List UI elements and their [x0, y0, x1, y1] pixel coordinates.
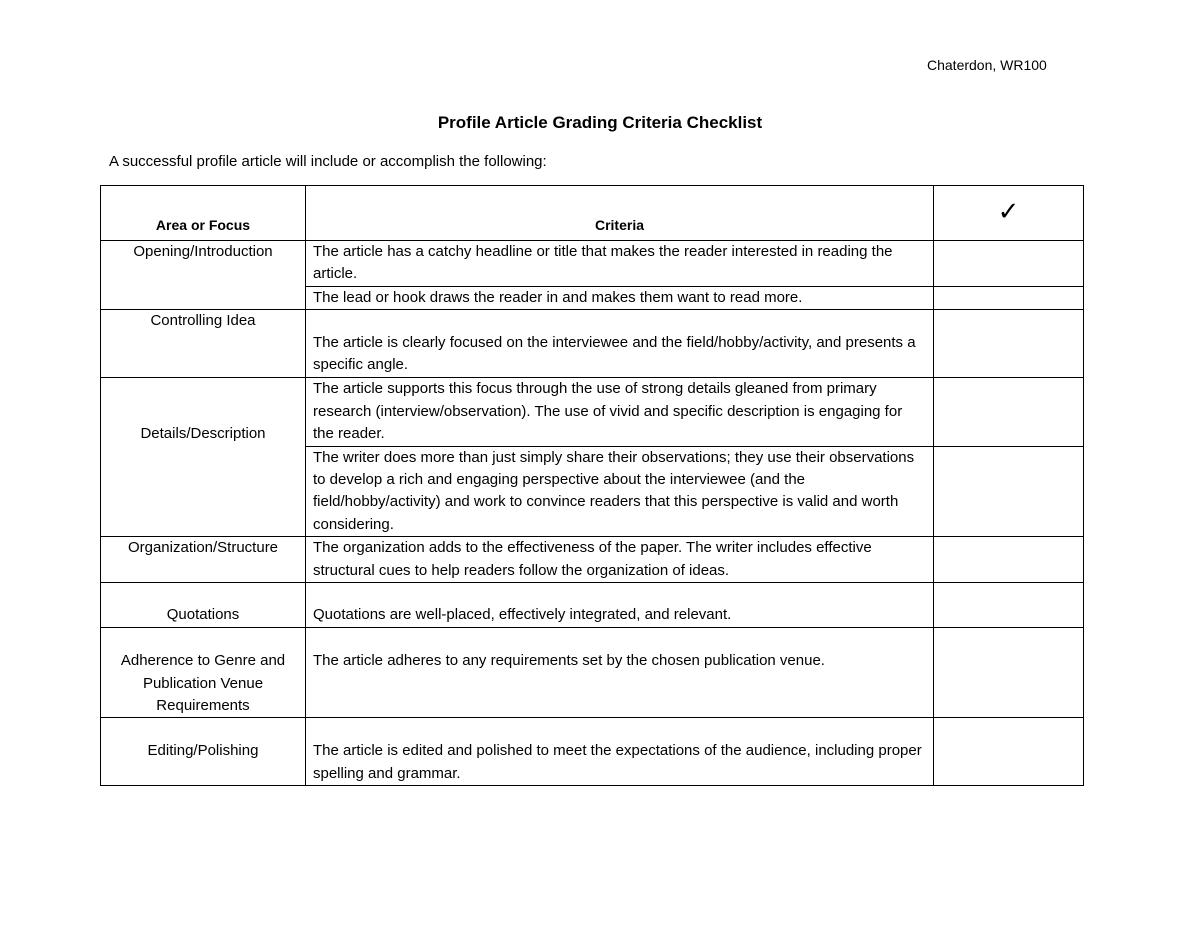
criteria-cell: The article is edited and polished to meet the expectations of the audience, including proper spelling and grammar. — [306, 718, 934, 786]
area-cell: Quotations — [101, 583, 306, 628]
area-cell: Editing/Polishing — [101, 718, 306, 786]
area-cell: Details/Description — [101, 378, 306, 537]
check-cell[interactable] — [934, 287, 1084, 310]
checkmark-icon: ✓ — [934, 186, 1084, 241]
criteria-cell: The writer does more than just simply share their observations; they use their observations to develop a rich and engaging perspective about the interviewee (and the field/hobby/activity) and work to convince readers that this perspective is valid and worth considering. — [306, 446, 934, 537]
table-row — [101, 718, 1084, 786]
criteria-cell: The article has a catchy headline or title that makes the reader interested in reading the article. — [306, 241, 934, 287]
table-header-row — [101, 186, 1084, 241]
check-cell[interactable] — [934, 241, 1084, 287]
criteria-table — [100, 185, 1084, 786]
check-cell[interactable] — [934, 446, 1084, 537]
criteria-cell: The article adheres to any requirements set by the chosen publication venue. — [306, 628, 934, 718]
table-row — [101, 310, 1084, 378]
check-cell[interactable] — [934, 537, 1084, 583]
table-row — [101, 241, 1084, 287]
criteria-cell: The article supports this focus through the use of strong details gleaned from primary research (interview/observation). The use of vivid and specific description is engaging for the reader. — [306, 378, 934, 446]
criteria-cell: Quotations are well-placed, effectively integrated, and relevant. — [306, 583, 934, 628]
table-row — [101, 537, 1084, 583]
area-cell: Organization/Structure — [101, 537, 306, 583]
intro-text: A successful profile article will include or accomplish the following: — [109, 153, 547, 170]
check-cell[interactable] — [934, 583, 1084, 628]
table-row — [101, 583, 1084, 628]
check-cell[interactable] — [934, 310, 1084, 378]
table-row — [101, 378, 1084, 446]
area-cell: Controlling Idea — [101, 310, 306, 378]
header-area: Area or Focus — [101, 186, 306, 241]
criteria-cell: The article is clearly focused on the interviewee and the field/hobby/activity, and presents a specific angle. — [306, 310, 934, 378]
area-cell: Opening/Introduction — [101, 241, 306, 310]
check-cell[interactable] — [934, 718, 1084, 786]
check-cell[interactable] — [934, 378, 1084, 446]
area-cell: Adherence to Genre and Publication Venue Requirements — [101, 628, 306, 718]
table-row — [101, 628, 1084, 718]
header-criteria: Criteria — [306, 186, 934, 241]
course-tag: Chaterdon, WR100 — [927, 57, 1047, 73]
check-cell[interactable] — [934, 628, 1084, 718]
criteria-cell: The organization adds to the effectiveness of the paper. The writer includes effective structural cues to help readers follow the organization of ideas. — [306, 537, 934, 583]
criteria-cell: The lead or hook draws the reader in and makes them want to read more. — [306, 287, 934, 310]
page-title: Profile Article Grading Criteria Checklist — [437, 113, 763, 132]
